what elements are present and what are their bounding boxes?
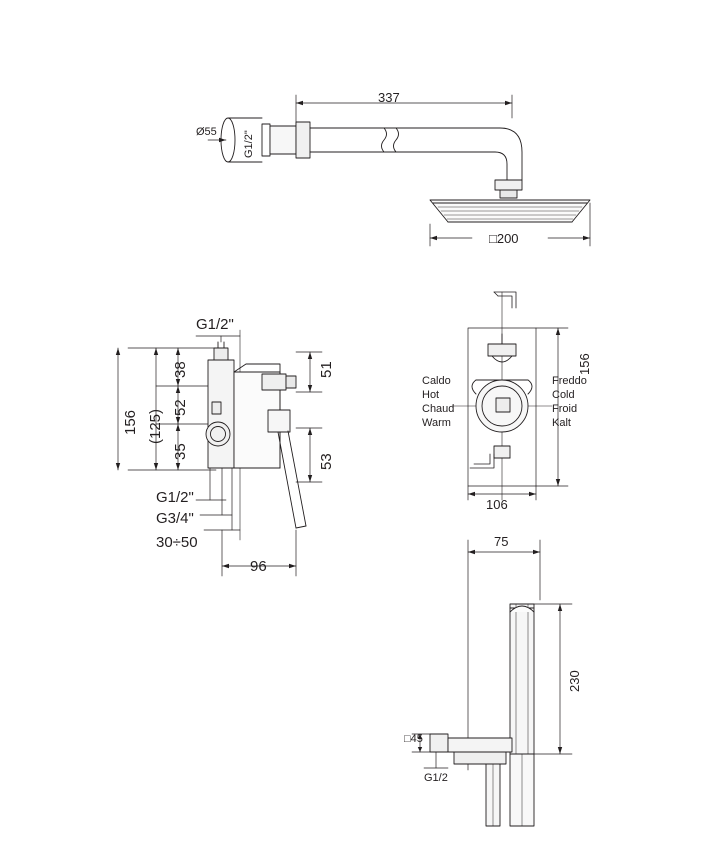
dim-segment-mid: 52 (172, 399, 189, 416)
dim-handshower-length: 230 (567, 670, 582, 692)
dim-wall-depth-range: 30÷50 (156, 534, 198, 551)
label-cold-it: Freddo (552, 375, 587, 387)
dim-outlet-thread-1: G1/2" (156, 489, 194, 506)
dim-arm-length: 337 (378, 90, 400, 105)
label-cold-en: Cold (552, 389, 575, 401)
label-hot-fr: Chaud (422, 403, 455, 415)
dim-cartridge-width: 106 (486, 497, 508, 512)
label-cold-fr: Froid (552, 403, 578, 415)
dim-segment-bottom: 35 (172, 443, 189, 460)
dim-handshower-width: 75 (494, 534, 509, 549)
dim-mixer-depth: 96 (250, 558, 267, 575)
dim-inlet-thread: G1/2" (243, 130, 255, 158)
dim-top-thread: G1/2" (196, 316, 234, 333)
dim-inlet-diameter: Ø55 (196, 126, 217, 138)
label-cold-de: Kalt (552, 417, 571, 429)
dim-height-total: 156 (122, 409, 139, 435)
dim-height-bracket: (125) (147, 408, 164, 444)
dim-right-bottom: 53 (318, 453, 335, 470)
dim-outlet-size: □45 (404, 733, 423, 745)
dim-segment-top: 38 (172, 361, 189, 378)
dim-outlet-thread-2: G3/4" (156, 510, 194, 527)
label-hot-en: Hot (422, 389, 440, 401)
dim-outlet-thread: G1/2 (424, 772, 448, 784)
dim-head-size: □200 (489, 231, 519, 246)
dim-right-top: 51 (318, 361, 335, 378)
dim-cartridge-height: 156 (577, 353, 592, 375)
label-hot-it: Caldo (422, 375, 451, 387)
label-hot-de: Warm (422, 417, 451, 429)
